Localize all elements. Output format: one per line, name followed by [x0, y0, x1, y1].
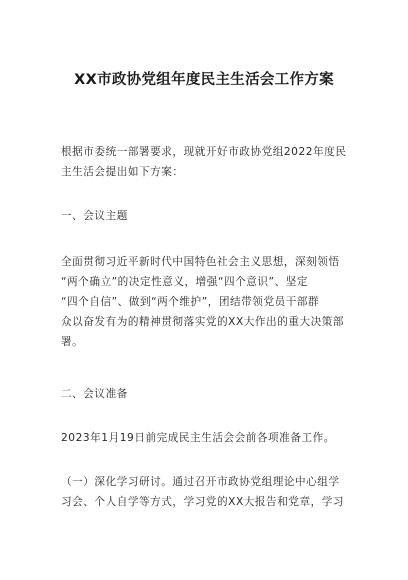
paragraph-intro: [61, 142, 357, 182]
paragraph-line: “四个自信”、做到“两个维护”，团结带领党员干部群: [61, 296, 320, 308]
paragraph-line: 2023年1月19日前完成民主生活会会前各项准备工作。: [61, 432, 335, 444]
paragraph-line: （一）深化学习研讨。通过召开市政协党组理论中心组学: [61, 476, 340, 488]
heading-line: 一、会议主题: [61, 210, 128, 222]
section-heading-preparation: [61, 384, 357, 404]
paragraph-deadline: [61, 428, 357, 448]
paragraph-line: “两个确立”的决定性意义，增强“四个意识”、坚定: [61, 276, 309, 288]
document-title: XX市政协党组年度民主生活会工作方案: [74, 72, 334, 88]
paragraph-line: 众以奋发有为的精神贯彻落实党的XX大作出的重大决策部: [61, 316, 345, 328]
paragraph-theme: [61, 252, 357, 352]
paragraph-line: 署。: [61, 336, 84, 348]
section-heading-theme: [61, 206, 357, 226]
paragraph-line: 根据市委统一部署要求，现就开好市政协党组2022年度民: [61, 146, 347, 158]
paragraph-line: 全面贯彻习近平新时代中国特色社会主义思想，深刻领悟: [61, 256, 340, 268]
paragraph-line: 主生活会提出如下方案：: [61, 166, 184, 178]
paragraph-line: 习会、个人自学等方式，学习党的XX大报告和党章，学习: [61, 496, 345, 508]
paragraph-study: [61, 472, 357, 512]
heading-line: 二、会议准备: [61, 388, 128, 400]
